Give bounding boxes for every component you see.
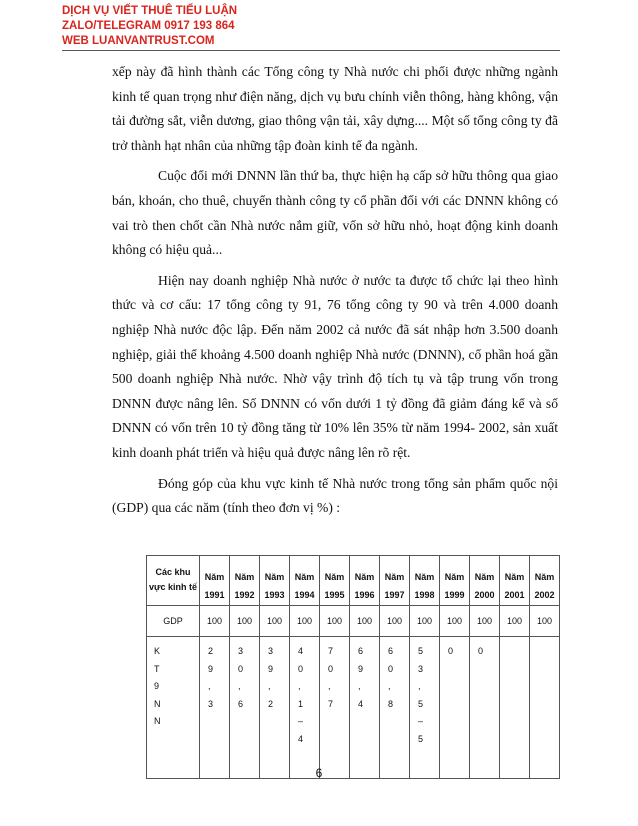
gdp-table-wrapper: [146, 555, 560, 779]
vertical-value: 5 3 , 5 – 5: [418, 646, 424, 744]
gdp-table: [146, 555, 560, 779]
year-value: 1995: [324, 590, 345, 600]
year-label: Năm: [534, 572, 555, 582]
year-label: Năm: [384, 572, 405, 582]
table-cell: [320, 637, 350, 779]
vertical-value: 7 0 , 7: [328, 646, 334, 709]
table-cell: [350, 637, 380, 779]
table-cell: 100: [200, 606, 230, 637]
vertical-value: 6 0 , 8: [388, 646, 394, 709]
year-label: Năm: [204, 572, 225, 582]
table-cell: [290, 637, 320, 779]
state-sector-label-cell: [147, 637, 200, 779]
vertical-value: 3 9 , 2: [268, 646, 274, 709]
table-cell: 100: [500, 606, 530, 637]
watermark-line-1: DỊCH VỤ VIẾT THUÊ TIỂU LUẬN: [62, 5, 238, 17]
header-year-cell: [410, 556, 440, 606]
paragraph-4: Đóng góp của khu vực kinh tế Nhà nước trong tổng sản phẩm quốc nội (GDP) qua các năm (tính theo đơn vị %) :: [112, 475, 558, 516]
page-number: 6: [315, 766, 323, 780]
watermark: [62, 4, 237, 49]
header-year-cell: [530, 556, 560, 606]
paragraph-3: Hiện nay doanh nghiệp Nhà nước ở nước ta được tổ chức lại theo hình thức và cơ cấu: 17 tổng công ty 91, 76 tổng công ty 90 và trên 4.000 doanh nghiệp Nhà nước độc lập. Đến năm 2002 cả nước đã sát nhập hơn 3.500 doanh nghiệp, giải thể khoảng 4.500 doanh nghiệp Nhà nước (DNNN), cổ phần hoá gần 500 doanh nghiệp Nhà nước. Nhờ vậy trình độ tích tụ và tập trung vốn trong DNNN được nâng lên. Số DNNN có vốn dưới 1 tỷ đồng đã giảm đáng kể và số DNNN có vốn trên 10 tỷ đồng tăng từ 10% lên 35% từ năm 1994- 2002, sản xuất kinh doanh phát triển và hiệu quả được nâng lên rõ rệt.: [112, 272, 558, 460]
year-label: Năm: [264, 572, 285, 582]
year-label: Năm: [504, 572, 525, 582]
table-cell: 100: [470, 606, 500, 637]
table-cell: 100: [440, 606, 470, 637]
year-label: Năm: [354, 572, 375, 582]
year-value: 1999: [444, 590, 465, 600]
table-cell: [470, 637, 500, 779]
year-value: 2001: [504, 590, 525, 600]
table-cell: 100: [530, 606, 560, 637]
table-cell: 100: [230, 606, 260, 637]
table-cell: 100: [260, 606, 290, 637]
year-value: 1992: [234, 590, 255, 600]
watermark-line-3: WEB LUANVANTRUST.COM: [62, 35, 215, 47]
vertical-value: 0: [448, 646, 454, 656]
table-cell: [230, 637, 260, 779]
paragraph-2: Cuộc đổi mới DNNN lần thứ ba, thực hiện hạ cấp sở hữu thông qua giao bán, khoán, cho thuê, chuyển thành công ty cổ phần đối với các DNNN không có vai trò then chốt cần Nhà nước nắm giữ, vốn sở hữu nhỏ, hoạt động kinh doanh không có hiệu quả...: [112, 168, 558, 258]
year-value: 1991: [204, 590, 225, 600]
table-cell: [200, 637, 230, 779]
year-value: 2000: [474, 590, 495, 600]
table-row-state-sector: [147, 637, 560, 779]
table-cell: [410, 637, 440, 779]
header-year-cell: [380, 556, 410, 606]
year-label: Năm: [474, 572, 495, 582]
year-label: Năm: [294, 572, 315, 582]
year-value: 1997: [384, 590, 405, 600]
header-year-cell: [260, 556, 290, 606]
vertical-value: 2 9 , 3: [208, 646, 214, 709]
vertical-value: 6 9 , 4: [358, 646, 364, 709]
table-cell: 100: [410, 606, 440, 637]
table-row-gdp: [147, 606, 560, 637]
year-value: 1996: [354, 590, 375, 600]
header-year-cell: [350, 556, 380, 606]
state-sector-label: K T 9 N N: [154, 646, 161, 726]
header-rule: [62, 50, 560, 51]
table-cell: [530, 637, 560, 779]
header-year-cell: [320, 556, 350, 606]
header-year-cell: [470, 556, 500, 606]
year-value: 2002: [534, 590, 555, 600]
year-label: Năm: [234, 572, 255, 582]
gdp-label: GDP: [147, 606, 200, 637]
paragraph-1: xếp này đã hình thành các Tổng công ty Nhà nước chi phối được những ngành kinh tế quan trọng như điện năng, dịch vụ bưu chính viễn thông, hàng không, vận tải đường sắt, viễn dương, giao thông vận tải, xây dựng.... Một số tổng công ty đã trở thành hạt nhân của những tập đoàn kinh tế đa ngành.: [112, 64, 558, 153]
vertical-value: 0: [478, 646, 484, 656]
table-cell: 100: [320, 606, 350, 637]
year-value: 1998: [414, 590, 435, 600]
year-label: Năm: [324, 572, 345, 582]
header-sector: Các khu vực kinh tế: [147, 556, 200, 606]
table-cell: 100: [380, 606, 410, 637]
table-cell: [260, 637, 290, 779]
header-year-cell: [500, 556, 530, 606]
vertical-value: 4 0 , 1 – 4: [298, 646, 304, 744]
year-label: Năm: [414, 572, 435, 582]
header-year-cell: [440, 556, 470, 606]
body-text: [112, 60, 558, 521]
header-year-cell: [290, 556, 320, 606]
header-year-cell: [200, 556, 230, 606]
table-cell: 100: [350, 606, 380, 637]
year-value: 1993: [264, 590, 285, 600]
table-cell: 100: [290, 606, 320, 637]
watermark-line-2: ZALO/TELEGRAM 0917 193 864: [62, 20, 235, 32]
table-cell: [380, 637, 410, 779]
header-year-cell: [230, 556, 260, 606]
table-cell: [440, 637, 470, 779]
year-label: Năm: [444, 572, 465, 582]
table-header-row: [147, 556, 560, 606]
year-value: 1994: [294, 590, 315, 600]
vertical-value: 3 0 , 6: [238, 646, 244, 709]
table-cell: [500, 637, 530, 779]
